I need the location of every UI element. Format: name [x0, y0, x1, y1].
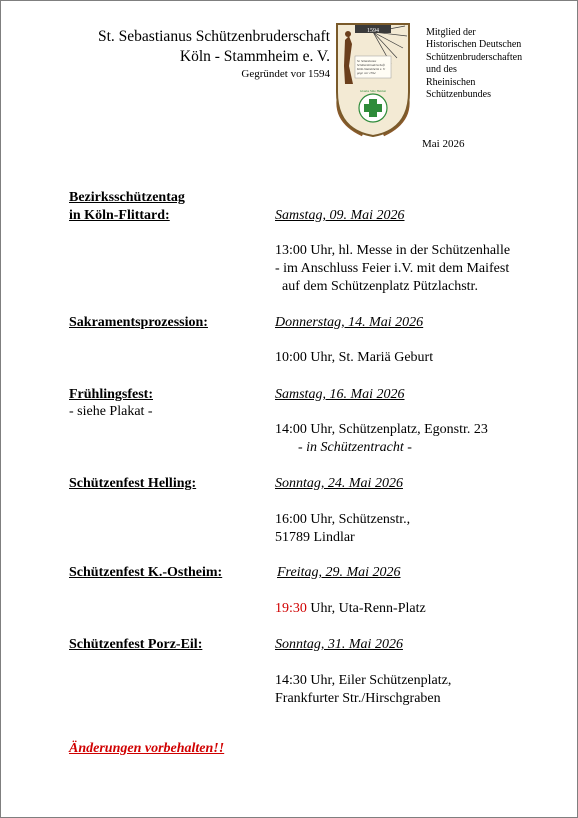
event-detail: 14:00 Uhr, Schützenplatz, Egonstr. 23: [275, 422, 488, 437]
event-date: Samstag, 09. Mai 2026: [275, 208, 405, 223]
founded-note: Gegründet vor 1594: [241, 68, 330, 80]
event-title: Sakramentsprozession:: [69, 315, 208, 330]
event-title: Schützenfest K.-Ostheim:: [69, 565, 223, 580]
event-detail: - im Anschluss Feier i.V. mit dem Maifest: [275, 261, 510, 276]
changes-reserved-note: Änderungen vorbehalten!!: [69, 741, 225, 756]
svg-text:1594: 1594: [367, 28, 379, 34]
event-date: Sonntag, 24. Mai 2026: [275, 476, 403, 491]
event-detail: 16:00 Uhr, Schützenstr.,: [275, 512, 411, 527]
club-emblem-logo: [333, 22, 413, 138]
event-date: Freitag, 29. Mai 2026: [277, 565, 401, 580]
event-date: Sonntag, 31. Mai 2026: [275, 637, 403, 652]
event-detail: 51789 Lindlar: [275, 530, 355, 545]
event-title: Bezirksschützentag: [69, 190, 185, 205]
svg-text:St. Sebastianus Schützenbr: St. Sebastianus Schützenbruderschaft Köln-Stammheim e. V. gegr. vor 1594: [357, 59, 386, 75]
membership-note: Mitglied der Historischen Deutschen Schützenbruderschaften und des Rheinischen Schützenbundes: [426, 27, 523, 101]
event-title: Schützenfest Helling:: [69, 476, 197, 491]
month-label: Mai 2026: [422, 138, 465, 150]
event-date: Donnerstag, 14. Mai 2026: [275, 315, 424, 330]
event-title: Schützenfest Porz-Eil:: [69, 637, 203, 652]
event-detail: auf dem Schützenplatz Pützlachstr.: [275, 279, 478, 294]
event-title: Frühlingsfest:: [69, 387, 153, 402]
event-subtitle: - siehe Plakat -: [69, 404, 153, 419]
org-name-line1: St. Sebastianus Schützenbruderschaft: [97, 28, 330, 45]
event-detail: Frankfurter Str./Hirschgraben: [275, 691, 441, 706]
event-time-highlight: 19:30: [275, 601, 307, 616]
event-dresscode: - in Schützentracht -: [298, 440, 412, 455]
event-detail: 10:00 Uhr, St. Mariä Geburt: [275, 350, 434, 365]
org-name-line2: Köln - Stammheim e. V.: [179, 48, 330, 65]
event-date: Samstag, 16. Mai 2026: [275, 387, 405, 402]
event-detail: 13:00 Uhr, hl. Messe in der Schützenhalle: [275, 243, 511, 258]
event-detail: 14:30 Uhr, Eiler Schützenplatz,: [275, 673, 452, 688]
event-title-line2: in Köln-Flittard:: [69, 208, 170, 223]
svg-text:Glaube Sitte Heimat: Glaube Sitte Heimat: [359, 89, 387, 93]
event-detail: 19:30 Uhr, Uta-Renn-Platz: [275, 601, 426, 616]
